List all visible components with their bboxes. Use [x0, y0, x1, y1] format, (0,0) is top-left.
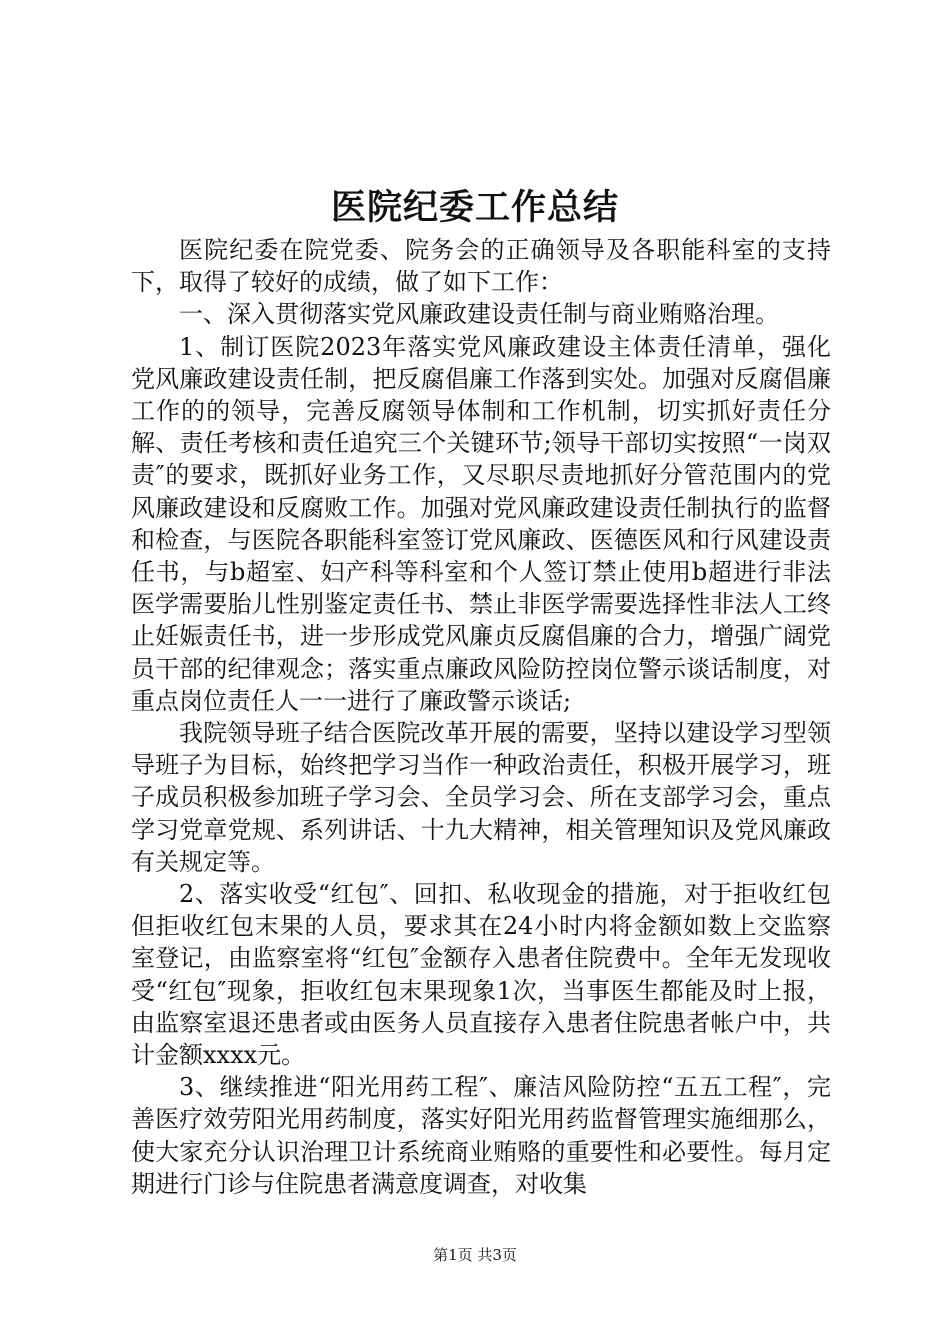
paragraph-study: 我院领导班子结合医院改革开展的需要，坚持以建设学习型领导班子为目标，始终把学习当作一种政治责任，积极开展学习，班子成员积极参加班子学习会、全员学习会、所在支部学习会，重点学习党章党规、系列讲话、十九大精神，相关管理知识及党风廉政有关规定等。	[131, 719, 831, 876]
paragraph-item-3: 3、继续推进“阳光用药工程″、廉洁风险防控“五五工程″，完善医疗效劳阳光用药制度，落实好阳光用药监督管理实施细那么，使大家充分认识治理卫计系统商业贿赂的重要性和必要性。每月定期进行门诊与住院患者满意度调查，对收集	[131, 1073, 831, 1198]
document-title: 医院纪委工作总结	[330, 187, 619, 228]
document-body	[131, 234, 831, 1200]
paragraph-intro: 医院纪委在院党委、院务会的正确领导及各职能科室的支持下，取得了较好的成绩，做了如下工作：	[131, 236, 831, 297]
page-footer: 第1页 共3页	[433, 1246, 517, 1264]
paragraph-item-1: 1、制订医院2023年落实党风廉政建设主体责任清单，强化党风廉政建设责任制，把反腐倡廉工作落到实处。加强对反腐倡廉工作的的领导，完善反腐领导体制和工作机制，切实抓好责任分解、责任考核和责任追究三个关键环节;领导干部切实按照“一岗双责″的要求，既抓好业务工作，又尽职尽责地抓好分管范围内的党风廉政建设和反腐败工作。加强对党风廉政建设责任制执行的监督和检查，与医院各职能科室签订党风廉政、医德医风和行风建设责任书，与b超室、妇产科等科室和个人签订禁止使用b超进行非法医学需要胎儿性别鉴定责任书、禁止非医学需要选择性非法人工终止妊娠责任书，进一步形成党风廉贞反腐倡廉的合力，增强广阔党员干部的纪律观念；落实重点廉政风险防控岗位警示谈话制度，对重点岗位责任人一一进行了廉政警示谈话;	[131, 332, 831, 715]
paragraph-section-1-heading: 一、深入贯彻落实党风廉政建设责任制与商业贿赂治理。	[179, 300, 779, 329]
paragraph-item-2: 2、落实收受“红包″、回扣、私收现金的措施，对于拒收红包但拒收红包末果的人员，要求其在24小时内将金额如数上交监察室登记，由监察室将“红包″金额存入患者住院费中。全年无发现收受“红包″现象，拒收红包末果现象1次，当事医生都能及时上报，由监察室退还患者或由医务人员直接存入患者住院患者帐户中，共计金额xxxx元。	[131, 880, 831, 1070]
